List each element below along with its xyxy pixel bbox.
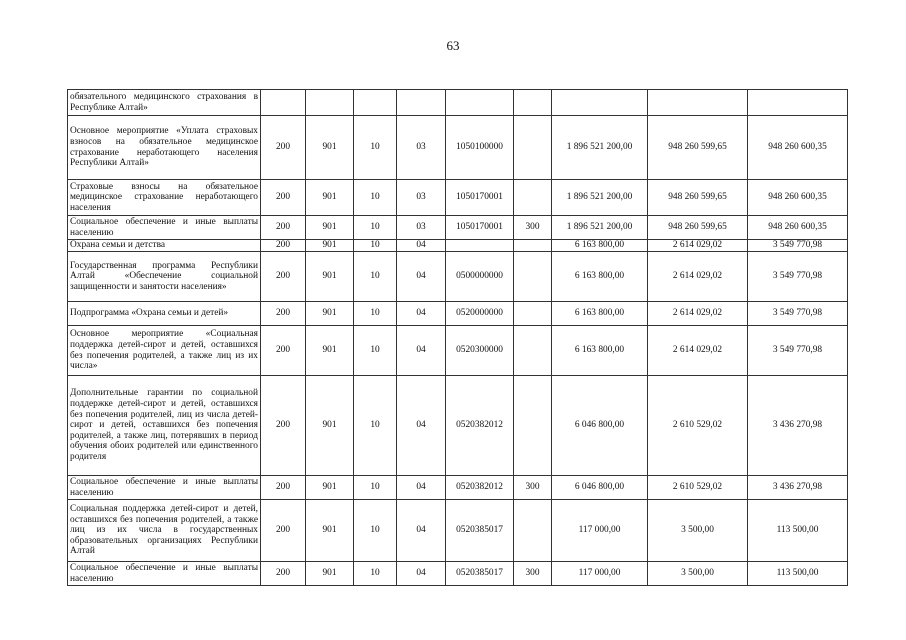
article-code: 03: [397, 180, 446, 216]
section-code: 901: [306, 252, 354, 302]
row-name: Охрана семьи и детства: [68, 240, 261, 252]
section-code: 901: [306, 376, 354, 476]
row-name: Социальное обеспечение и иные выплаты населению: [68, 476, 261, 500]
amount-col2: 2 610 529,02: [648, 476, 748, 500]
amount-col3: 3 549 770,98: [748, 302, 848, 326]
target-code: 0520000000: [446, 302, 514, 326]
article-code: 04: [397, 240, 446, 252]
target-code: 0520385017: [446, 562, 514, 586]
article-code: 04: [397, 500, 446, 562]
row-name: Основное мероприятие «Социальная поддержка детей-сирот и детей, оставшихся без попечения родителей, а также лиц из их числа»: [68, 326, 261, 376]
target-code: [446, 90, 514, 116]
amount-col2: 2 610 529,02: [648, 376, 748, 476]
table-row: [68, 180, 848, 216]
table-row: [68, 376, 848, 476]
target-code: 0520382012: [446, 376, 514, 476]
budget-table: [67, 89, 848, 586]
subsection-code: [354, 90, 397, 116]
amount-col1: 1 896 521 200,00: [552, 180, 648, 216]
section-code: 901: [306, 500, 354, 562]
expense-code: [514, 116, 552, 180]
subsection-code: 10: [354, 180, 397, 216]
amount-col1: 6 046 800,00: [552, 476, 648, 500]
ministry-code: 200: [261, 376, 306, 476]
amount-col2: 948 260 599,65: [648, 216, 748, 240]
target-code: 1050100000: [446, 116, 514, 180]
amount-col2: 948 260 599,65: [648, 180, 748, 216]
subsection-code: 10: [354, 376, 397, 476]
row-name: Государственная программа Республики Алтай «Обеспечение социальной защищенности и занятости населения»: [68, 252, 261, 302]
section-code: 901: [306, 562, 354, 586]
row-name: Социальное обеспечение и иные выплаты населению: [68, 216, 261, 240]
table-row: [68, 240, 848, 252]
table-row: [68, 562, 848, 586]
expense-code: [514, 180, 552, 216]
amount-col2: 2 614 029,02: [648, 240, 748, 252]
ministry-code: 200: [261, 302, 306, 326]
table-row: [68, 500, 848, 562]
table-row: [68, 116, 848, 180]
subsection-code: 10: [354, 302, 397, 326]
subsection-code: 10: [354, 562, 397, 586]
article-code: 03: [397, 216, 446, 240]
ministry-code: 200: [261, 326, 306, 376]
expense-code: [514, 376, 552, 476]
amount-col2: 948 260 599,65: [648, 116, 748, 180]
amount-col1: 117 000,00: [552, 500, 648, 562]
expense-code: [514, 90, 552, 116]
section-code: 901: [306, 180, 354, 216]
amount-col1: 1 896 521 200,00: [552, 216, 648, 240]
target-code: 1050170001: [446, 180, 514, 216]
expense-code: [514, 240, 552, 252]
section-code: 901: [306, 476, 354, 500]
section-code: 901: [306, 240, 354, 252]
amount-col2: 3 500,00: [648, 500, 748, 562]
ministry-code: 200: [261, 562, 306, 586]
subsection-code: 10: [354, 216, 397, 240]
table-row: [68, 90, 848, 116]
row-name: Социальная поддержка детей-сирот и детей, оставшихся без попечения родителей, а также лиц из их числа в государственных образовательных организациях Республики Алтай: [68, 500, 261, 562]
ministry-code: 200: [261, 252, 306, 302]
article-code: 04: [397, 302, 446, 326]
amount-col3: 948 260 600,35: [748, 180, 848, 216]
target-code: 0520300000: [446, 326, 514, 376]
article-code: 03: [397, 116, 446, 180]
ministry-code: 200: [261, 476, 306, 500]
page-number: 63: [446, 38, 460, 53]
amount-col3: 113 500,00: [748, 500, 848, 562]
row-name: обязательного медицинского страхования в Республике Алтай»: [68, 90, 261, 116]
amount-col1: 6 046 800,00: [552, 376, 648, 476]
subsection-code: 10: [354, 116, 397, 180]
table-row: [68, 326, 848, 376]
amount-col2: [648, 90, 748, 116]
section-code: 901: [306, 326, 354, 376]
row-name: Страховые взносы на обязательное медицинское страхование неработающего населения: [68, 180, 261, 216]
amount-col1: 6 163 800,00: [552, 326, 648, 376]
amount-col3: 3 436 270,98: [748, 476, 848, 500]
ministry-code: 200: [261, 116, 306, 180]
amount-col3: 3 549 770,98: [748, 252, 848, 302]
subsection-code: 10: [354, 500, 397, 562]
subsection-code: 10: [354, 326, 397, 376]
row-name: Подпрограмма «Охрана семьи и детей»: [68, 302, 261, 326]
ministry-code: 200: [261, 500, 306, 562]
row-name: Основное мероприятие «Уплата страховых взносов на обязательное медицинское страхование неработающего населения Республики Алтай»: [68, 116, 261, 180]
section-code: 901: [306, 116, 354, 180]
table-row: [68, 216, 848, 240]
target-code: 0500000000: [446, 252, 514, 302]
amount-col3: [748, 90, 848, 116]
expense-code: [514, 302, 552, 326]
amount-col2: 2 614 029,02: [648, 326, 748, 376]
expense-code: [514, 500, 552, 562]
subsection-code: 10: [354, 240, 397, 252]
ministry-code: [261, 90, 306, 116]
article-code: 04: [397, 376, 446, 476]
amount-col1: 6 163 800,00: [552, 302, 648, 326]
amount-col3: 948 260 600,35: [748, 216, 848, 240]
row-name: Социальное обеспечение и иные выплаты населению: [68, 562, 261, 586]
article-code: [397, 90, 446, 116]
ministry-code: 200: [261, 240, 306, 252]
amount-col3: 3 549 770,98: [748, 326, 848, 376]
article-code: 04: [397, 562, 446, 586]
section-code: [306, 90, 354, 116]
article-code: 04: [397, 326, 446, 376]
ministry-code: 200: [261, 180, 306, 216]
amount-col2: 3 500,00: [648, 562, 748, 586]
expense-code: 300: [514, 216, 552, 240]
amount-col1: 6 163 800,00: [552, 252, 648, 302]
section-code: 901: [306, 302, 354, 326]
target-code: 0520385017: [446, 500, 514, 562]
amount-col3: 948 260 600,35: [748, 116, 848, 180]
subsection-code: 10: [354, 476, 397, 500]
table-row: [68, 302, 848, 326]
expense-code: [514, 252, 552, 302]
amount-col3: 113 500,00: [748, 562, 848, 586]
row-name: Дополнительные гарантии по социальной поддержке детей-сирот и детей, оставшихся без попечения родителей, лиц из числа детей-сирот и детей, оставшихся без попечения родителей, а также лиц, потерявших в период обучения обоих родителей или единственного родителя: [68, 376, 261, 476]
amount-col1: 1 896 521 200,00: [552, 116, 648, 180]
amount-col2: 2 614 029,02: [648, 252, 748, 302]
amount-col3: 3 436 270,98: [748, 376, 848, 476]
article-code: 04: [397, 252, 446, 302]
expense-code: 300: [514, 476, 552, 500]
amount-col2: 2 614 029,02: [648, 302, 748, 326]
amount-col1: 6 163 800,00: [552, 240, 648, 252]
subsection-code: 10: [354, 252, 397, 302]
expense-code: [514, 326, 552, 376]
table-row: [68, 476, 848, 500]
target-code: [446, 240, 514, 252]
article-code: 04: [397, 476, 446, 500]
table-row: [68, 252, 848, 302]
amount-col1: [552, 90, 648, 116]
section-code: 901: [306, 216, 354, 240]
amount-col1: 117 000,00: [552, 562, 648, 586]
amount-col3: 3 549 770,98: [748, 240, 848, 252]
target-code: 0520382012: [446, 476, 514, 500]
expense-code: 300: [514, 562, 552, 586]
ministry-code: 200: [261, 216, 306, 240]
target-code: 1050170001: [446, 216, 514, 240]
